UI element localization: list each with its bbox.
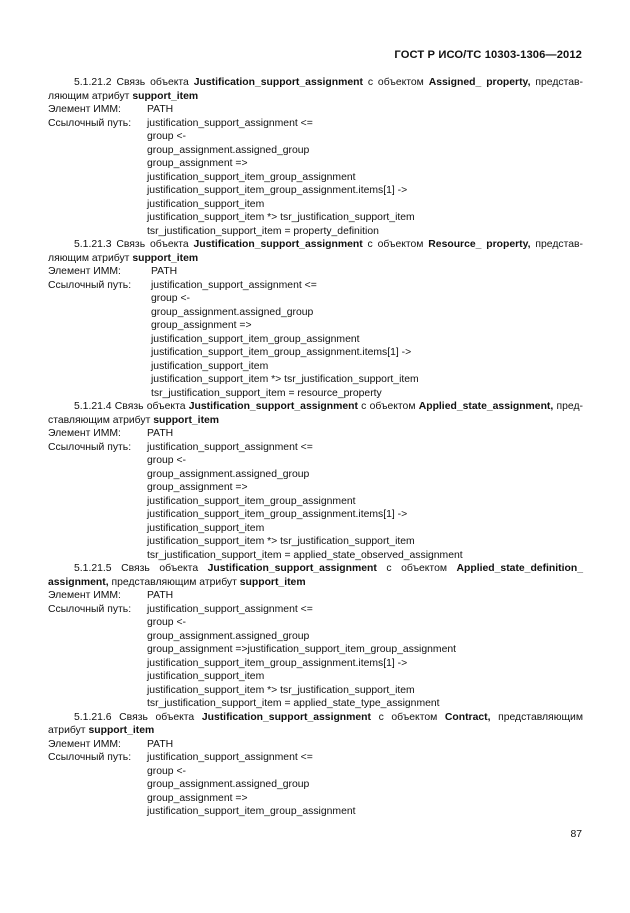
section-number: 5.1.21.3: [74, 239, 112, 250]
reference-path-row: Ссылочный путь: justification_support_assignment <=: [48, 441, 313, 453]
path-line: group_assignment.assigned_group: [147, 630, 310, 642]
section-heading: 5.1.21.6 Связь объекта Justification_support_assignment с объектом Contract, представляющим атрибут support_item: [48, 711, 583, 736]
section-5-1-21-3: [48, 238, 583, 400]
standard-header: ГОСТ Р ИСО/ТС 10303-1306—2012: [394, 49, 582, 61]
path-line: justification_support_item_group_assignment: [151, 333, 360, 345]
target-entity: Applied_state_definition_ assignment,: [48, 563, 583, 588]
path-line: tsr_justification_support_item = applied_state_type_assignment: [147, 698, 440, 709]
path-line: group_assignment.assigned_group: [147, 468, 310, 480]
path-line: group <-: [151, 293, 190, 304]
aim-element-row: Элемент ИММ: PATH: [48, 590, 174, 601]
path-line: justification_support_item_group_assignment.items[1] ->: [147, 185, 408, 196]
section-heading: 5.1.21.4 Связь объекта Justification_support_assignment с объектом Applied_state_assignment, пред-ставляющим атрибут support_item: [48, 401, 583, 426]
path-line: justification_support_item: [147, 671, 265, 682]
path-line: group_assignment =>: [147, 792, 248, 804]
aim-element-row: Элемент ИММ: PATH: [48, 738, 174, 750]
attribute-name: support_item: [132, 252, 199, 264]
entity-name: Justification_support_assignment: [201, 711, 371, 723]
path-line: justification_support_item: [151, 360, 269, 372]
entity-name: Justification_support_assignment: [207, 563, 377, 574]
reference-path-row: Ссылочный путь: justification_support_assignment <=: [48, 117, 313, 129]
section-heading: 5.1.21.3 Связь объекта Justification_support_assignment с объектом Resource_ property, представ-ляющим атрибут support_item: [48, 239, 583, 264]
target-entity: Assigned_ property,: [428, 77, 531, 88]
reference-path-row: Ссылочный путь: justification_support_assignment <=: [48, 603, 313, 615]
section-number: 5.1.21.2: [74, 77, 112, 88]
attribute-name: support_item: [132, 90, 199, 102]
path-line: justification_support_item: [147, 198, 265, 210]
path-line: tsr_justification_support_item = applied_state_observed_assignment: [147, 549, 463, 561]
reference-path-row: Ссылочный путь: justification_support_assignment <=: [48, 752, 313, 763]
path-line: justification_support_item_group_assignment: [147, 495, 356, 507]
entity-name: Justification_support_assignment: [188, 401, 358, 412]
entity-name: Justification_support_assignment: [193, 239, 363, 250]
section-number: 5.1.21.5: [74, 563, 112, 574]
target-entity: Applied_state_assignment,: [418, 401, 554, 412]
attribute-name: support_item: [88, 725, 155, 736]
path-line: group_assignment =>: [151, 320, 252, 331]
section-5-1-21-2: [48, 76, 583, 238]
section-heading: 5.1.21.2 Связь объекта Justification_support_assignment с объектом Assigned_ property, представ-ляющим атрибут support_item: [48, 77, 583, 102]
path-line: justification_support_item *> tsr_justification_support_item: [147, 212, 415, 223]
section-number: 5.1.21.4: [74, 401, 112, 412]
path-line: group <-: [147, 131, 186, 142]
aim-element-row: Элемент ИММ: PATH: [48, 428, 174, 439]
target-entity: Resource_ property,: [428, 239, 531, 250]
path-line: justification_support_item_group_assignment.items[1] ->: [147, 509, 408, 520]
path-line: group_assignment =>: [147, 482, 248, 493]
path-line: justification_support_item_group_assignment: [147, 806, 356, 817]
section-5-1-21-4: [48, 400, 583, 562]
path-line: group <-: [147, 455, 186, 466]
reference-path-row: Ссылочный путь: justification_support_assignment <=: [48, 279, 317, 291]
path-line: group_assignment.assigned_group: [147, 144, 310, 156]
attribute-name: support_item: [153, 414, 220, 426]
path-line: justification_support_item *> tsr_justification_support_item: [151, 374, 419, 385]
page-content: [48, 76, 583, 819]
aim-element-row: Элемент ИММ: PATH: [48, 104, 174, 115]
section-5-1-21-5: [48, 562, 583, 711]
section-number: 5.1.21.6: [74, 711, 112, 723]
section-heading: 5.1.21.5 Связь объекта Justification_support_assignment с объектом Applied_state_definition_ assignment, представляющим атрибут support_item: [48, 563, 583, 588]
path-line: group <-: [147, 765, 186, 777]
section-5-1-21-6: [48, 711, 583, 819]
path-line: justification_support_item *> tsr_justification_support_item: [147, 684, 415, 696]
path-line: group <-: [147, 617, 186, 628]
path-line: justification_support_item_group_assignment.items[1] ->: [147, 657, 408, 669]
aim-element-row: Элемент ИММ: PATH: [48, 266, 178, 277]
path-line: tsr_justification_support_item = resource_property: [151, 387, 382, 399]
entity-name: Justification_support_assignment: [193, 77, 363, 88]
target-entity: Contract,: [444, 711, 491, 723]
attribute-name: support_item: [239, 576, 306, 588]
path-line: justification_support_item_group_assignment.items[1] ->: [151, 347, 412, 358]
page-number: 87: [570, 829, 582, 840]
path-line: group_assignment.assigned_group: [151, 306, 314, 318]
path-line: justification_support_item: [147, 522, 265, 534]
path-line: group_assignment.assigned_group: [147, 779, 310, 790]
path-line: group_assignment =>: [147, 158, 248, 169]
path-line: tsr_justification_support_item = property_definition: [147, 225, 379, 237]
path-line: justification_support_item *> tsr_justification_support_item: [147, 536, 415, 547]
path-line: group_assignment =>justification_support_item_group_assignment: [147, 644, 457, 655]
path-line: justification_support_item_group_assignment: [147, 171, 356, 183]
